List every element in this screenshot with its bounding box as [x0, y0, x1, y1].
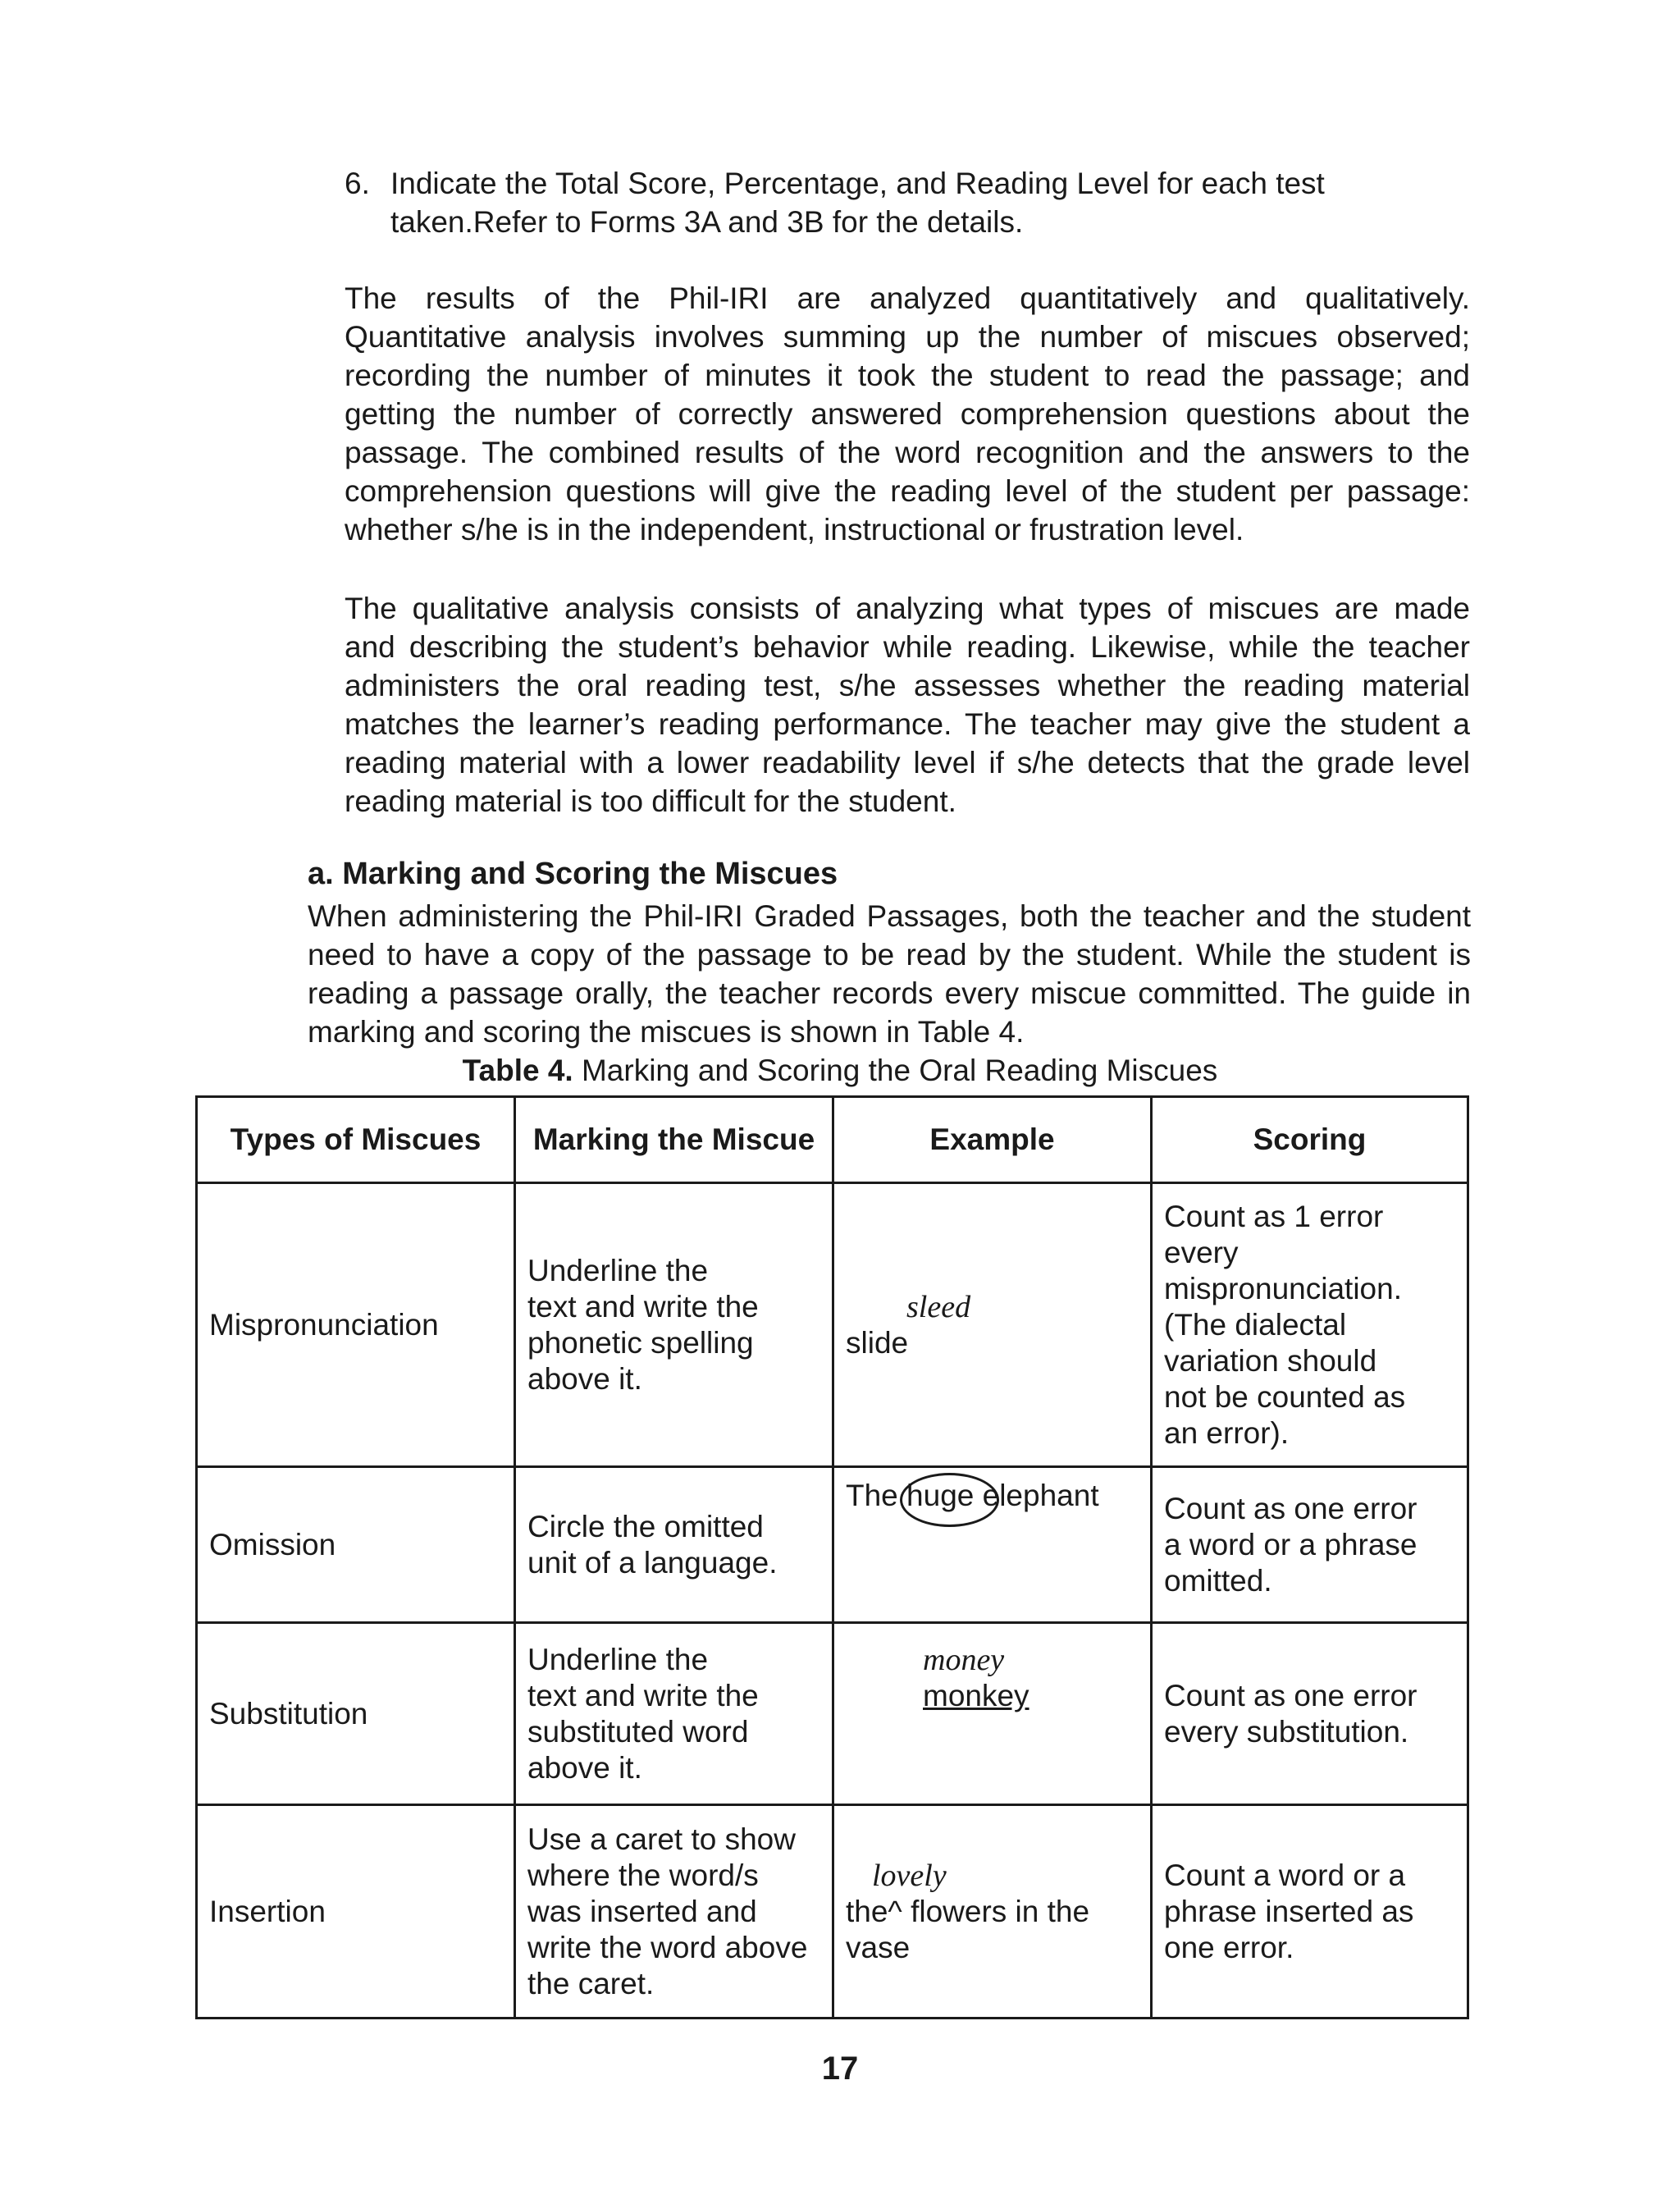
cell-line: phrase inserted as [1164, 1894, 1414, 1928]
cell-line: Count as one error [1164, 1491, 1418, 1525]
cell-line: the caret. [527, 1966, 655, 2000]
scoring-cell [1152, 1183, 1468, 1467]
cell-line: substituted word [527, 1714, 749, 1749]
paragraph-line: administers the oral reading test, s/he assesses whether the reading material [345, 669, 1470, 702]
table-caption-text: Marking and Scoring the Oral Reading Miscues [573, 1054, 1218, 1087]
handwritten-annotation: lovely [872, 1858, 947, 1893]
cell-line: one error. [1164, 1930, 1294, 1964]
paragraph-line: recording the number of minutes it took the student to read the passage; and [345, 359, 1470, 392]
cell-line: Use a caret to show [527, 1822, 796, 1856]
miscue-type: Omission [197, 1467, 515, 1623]
paragraph-line: reading material is too difficult for the student. [345, 784, 956, 818]
cell-line: unit of a language. [527, 1545, 778, 1580]
scoring-cell [1152, 1467, 1468, 1623]
table-row [197, 1467, 1468, 1623]
paragraph-line: passage. The combined results of the word recognition and the answers to the [345, 436, 1470, 469]
table-header-row [197, 1097, 1468, 1183]
item-6-line: taken.Refer to Forms 3A and 3B for the details. [390, 205, 1024, 239]
cell-line: an error). [1164, 1415, 1290, 1450]
paragraph-line: reading a passage orally, the teacher records every miscue committed. The guide in [308, 976, 1471, 1010]
item-6-line: Indicate the Total Score, Percentage, and Reading Level for each test [390, 167, 1325, 200]
paragraph-line: matches the learner’s reading performance. The teacher may give the student a [345, 707, 1470, 741]
paragraph-line: The qualitative analysis consists of analyzing what types of miscues are made [345, 592, 1470, 625]
section-heading: a. Marking and Scoring the Miscues [308, 857, 838, 891]
example-word: slide [846, 1325, 909, 1360]
marking-cell [515, 1805, 833, 2019]
example-line: the^ flowers in the [846, 1894, 1090, 1928]
cell-line: text and write the [527, 1289, 759, 1324]
paragraph-quantitative [345, 279, 1470, 549]
underlined-word: monkey [923, 1679, 1029, 1712]
marking-cell [515, 1467, 833, 1623]
example-text: The [846, 1479, 907, 1512]
cell-line: (The dialectal [1164, 1307, 1347, 1342]
cell-line: Circle the omitted [527, 1509, 764, 1543]
cell-line: above it. [527, 1361, 642, 1396]
example-line: vase [846, 1930, 911, 1964]
table-row [197, 1623, 1468, 1805]
example-cell [833, 1183, 1152, 1467]
handwritten-annotation: money [923, 1643, 1005, 1677]
paragraph-line: marking and scoring the miscues is shown in Table 4. [308, 1015, 1025, 1049]
header-types: Types of Miscues [197, 1097, 515, 1183]
paragraph-line: Quantitative analysis involves summing up the number of miscues observed; [345, 320, 1470, 354]
cell-line: omitted. [1164, 1563, 1272, 1598]
cell-line: every substitution. [1164, 1714, 1409, 1749]
table-caption-label: Table 4. [462, 1054, 573, 1087]
cell-line: text and write the [527, 1678, 759, 1712]
miscue-type: Mispronunciation [197, 1183, 515, 1467]
example-cell [833, 1623, 1152, 1805]
cell-line: Count as one error [1164, 1678, 1418, 1712]
header-scoring: Scoring [1152, 1097, 1468, 1183]
cell-line: every [1164, 1235, 1239, 1269]
scoring-cell [1152, 1805, 1468, 2019]
header-example: Example [833, 1097, 1152, 1183]
example-cell [833, 1805, 1152, 2019]
handwritten-annotation: sleed [906, 1289, 971, 1324]
table-row [197, 1183, 1468, 1467]
cell-line: Underline the [527, 1253, 709, 1287]
paragraph-administering [308, 897, 1471, 1051]
scoring-cell [1152, 1623, 1468, 1805]
cell-line: phonetic spelling [527, 1325, 754, 1360]
paragraph-line: and describing the student’s behavior while reading. Likewise, while the teacher [345, 630, 1470, 664]
example-text: elephant [974, 1479, 1099, 1512]
item-6-text [390, 164, 1477, 241]
paragraph-line: When administering the Phil-IRI Graded Passages, both the teacher and the student [308, 899, 1471, 933]
example-word-wrap [846, 1678, 1139, 1714]
marking-cell [515, 1183, 833, 1467]
marking-cell [515, 1623, 833, 1805]
item-number: 6. [345, 167, 370, 200]
cell-line: mispronunciation. [1164, 1271, 1402, 1305]
paragraph-qualitative [345, 589, 1470, 821]
paragraph-line: getting the number of correctly answered comprehension questions about the [345, 397, 1470, 431]
numbered-item-6 [345, 164, 1477, 241]
miscue-type: Substitution [197, 1623, 515, 1805]
cell-line: Underline the [527, 1642, 709, 1676]
circled-word: huge [906, 1479, 975, 1512]
cell-line: Count a word or a [1164, 1858, 1406, 1892]
cell-line: not be counted as [1164, 1379, 1406, 1414]
header-marking: Marking the Miscue [515, 1097, 833, 1183]
cell-line: above it. [527, 1750, 642, 1785]
example-cell [833, 1467, 1152, 1623]
paragraph-line: reading material with a lower readability level if s/he detects that the grade level [345, 746, 1470, 780]
table-caption [0, 1052, 1680, 1090]
page-number: 17 [821, 2051, 859, 2087]
paragraph-line: The results of the Phil-IRI are analyzed quantitatively and qualitatively. [345, 281, 1470, 315]
cell-line: variation should [1164, 1343, 1377, 1378]
paragraph-line: whether s/he is in the independent, instructional or frustration level. [345, 513, 1244, 546]
paragraph-line: need to have a copy of the passage to be read by the student. While the student is [308, 938, 1471, 972]
cell-line: was inserted and [527, 1894, 757, 1928]
miscue-type: Insertion [197, 1805, 515, 2019]
table-row [197, 1805, 1468, 2019]
cell-line: Count as 1 error [1164, 1199, 1384, 1233]
miscues-table [195, 1095, 1469, 2019]
cell-line: where the word/s [527, 1858, 759, 1892]
cell-line: write the word above [527, 1930, 808, 1964]
cell-line: a word or a phrase [1164, 1527, 1418, 1561]
paragraph-line: comprehension questions will give the reading level of the student per passage: [345, 474, 1470, 508]
